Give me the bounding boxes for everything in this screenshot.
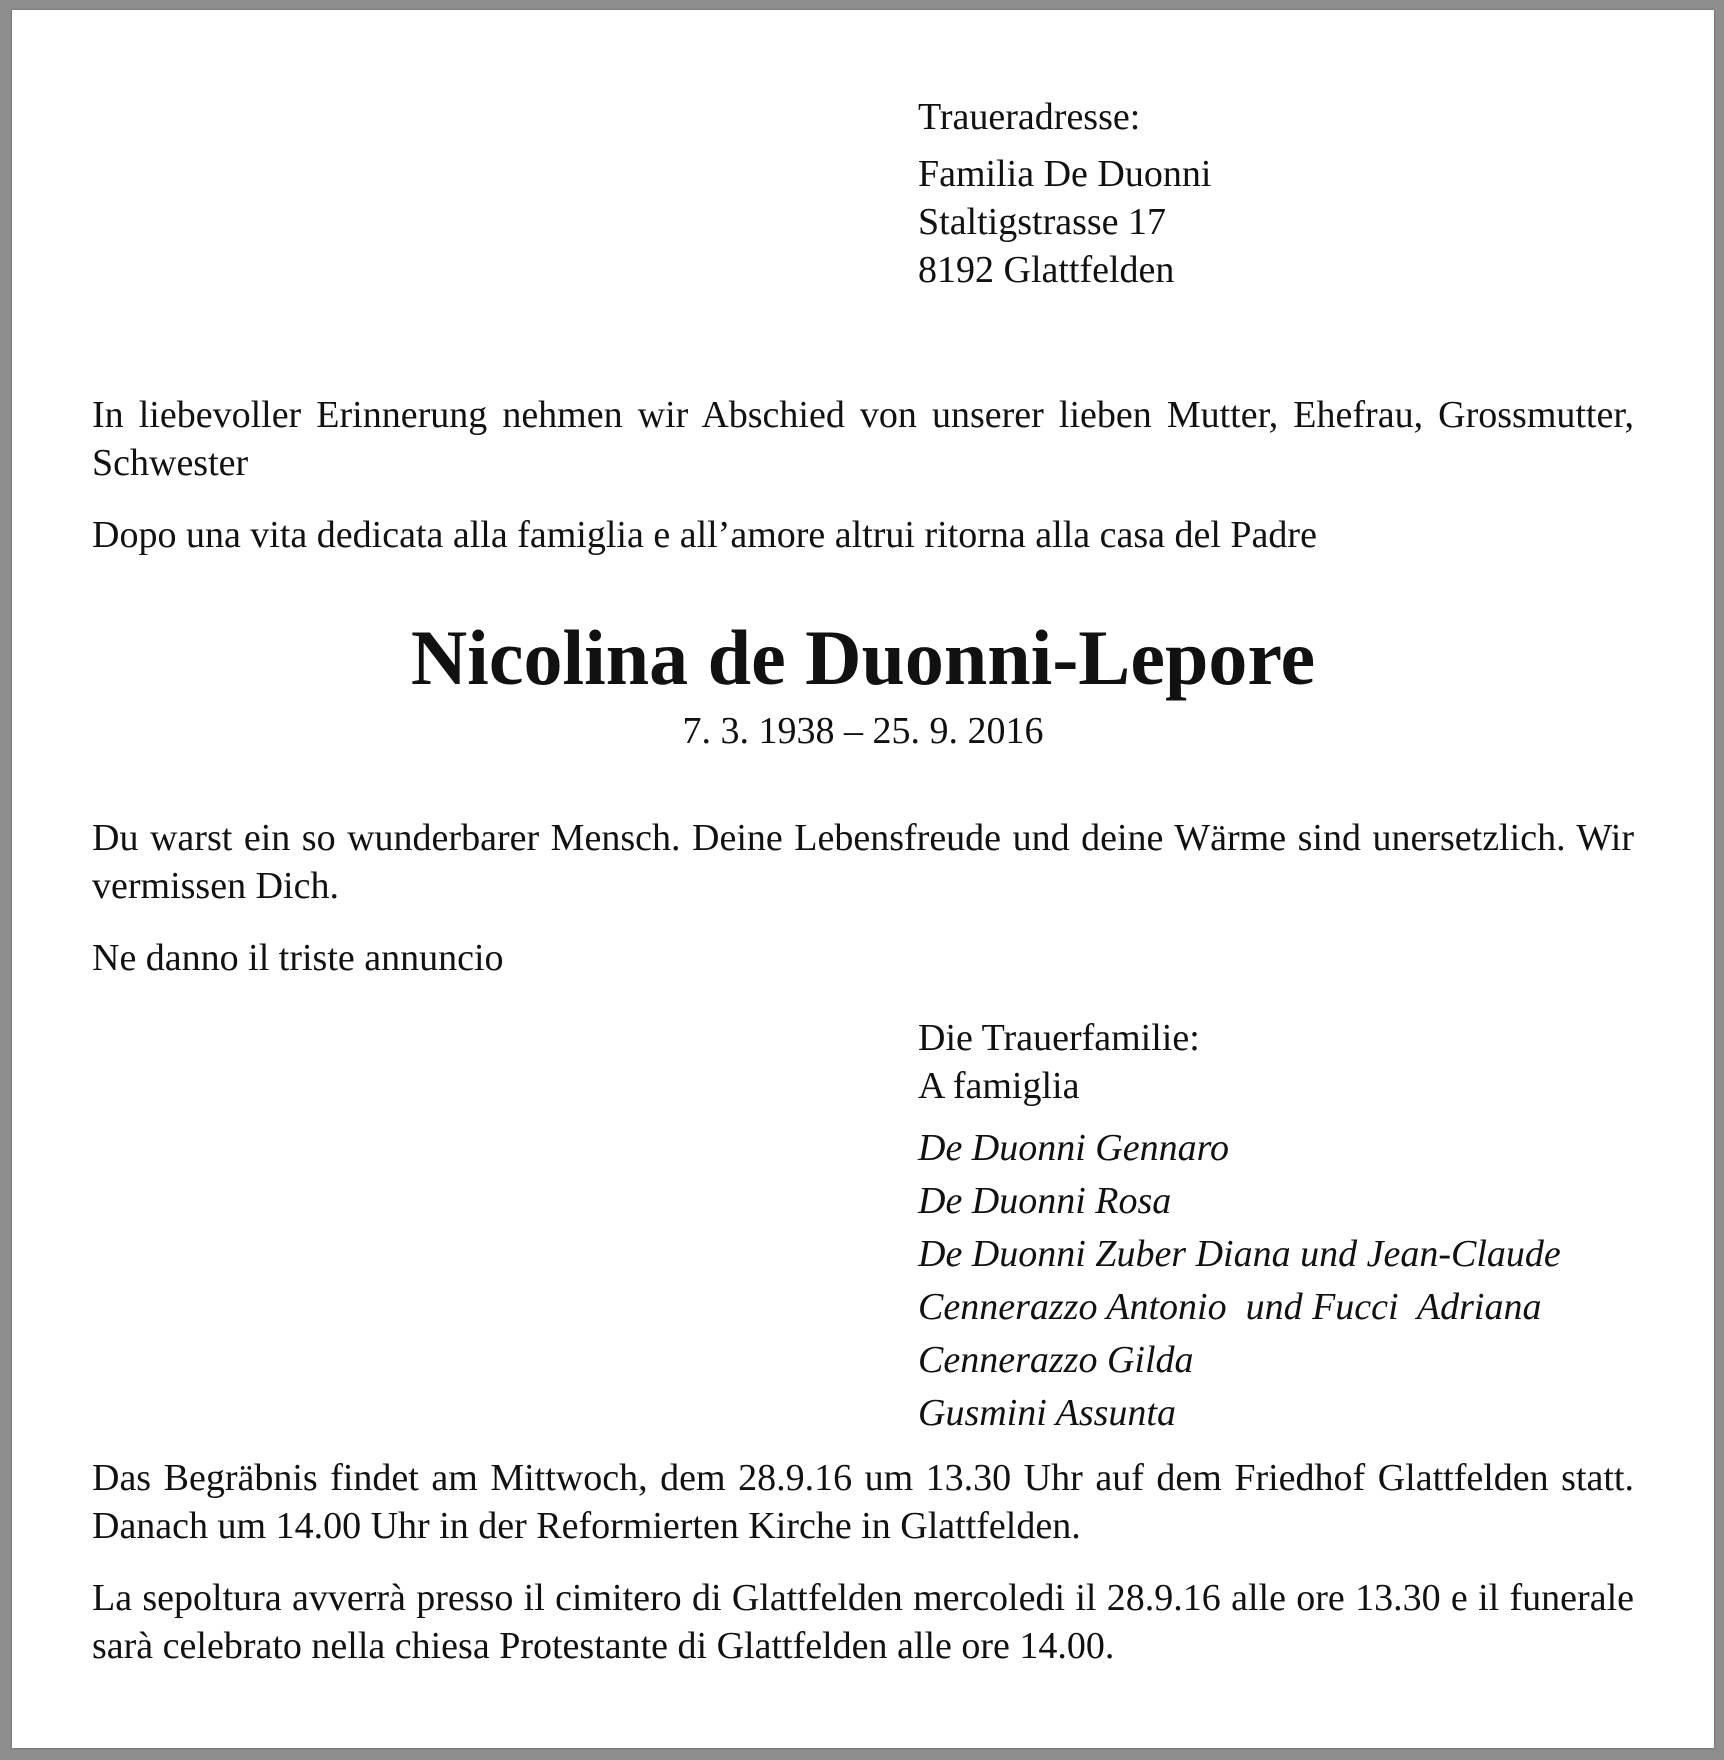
family-label-italian: A famiglia <box>918 1065 1080 1107</box>
address-line: 8192 Glattfelden <box>918 249 1175 291</box>
deceased-name: Nicolina de Duonni-Lepore <box>410 614 1316 701</box>
address-line: Staltigstrasse 17 <box>918 201 1167 243</box>
family-label-block <box>918 1014 1200 1110</box>
family-member: De Duonni Rosa <box>918 1180 1172 1222</box>
family-member: Cennerazzo Antonio und Fucci Adriana <box>918 1286 1542 1328</box>
funeral-german-paragraph: Das Begräbnis findet am Mittwoch, dem 28.9.16 um 13.30 Uhr auf dem Friedhof Glattfelden statt. Danach um 14.00 Uhr in der Reformierten Kirche in Glattfelden. <box>92 1457 1634 1547</box>
intro-italian-paragraph: Dopo una vita dedicata alla famiglia e all’amore altrui ritorna alla casa del Padre <box>92 514 1317 556</box>
family-label-german: Die Trauerfamilie: <box>918 1017 1200 1059</box>
intro-german-paragraph: In liebevoller Erinnerung nehmen wir Abschied von unserer lieben Mutter, Ehefrau, Grossmutter, Schwester <box>92 394 1634 484</box>
address-line: Familia De Duonni <box>918 153 1212 195</box>
family-member: De Duonni Zuber Diana und Jean-Claude <box>918 1233 1561 1275</box>
funeral-italian-paragraph: La sepoltura avverrà presso il cimitero di Glattfelden mercoledi il 28.9.16 alle ore 13.30 e il funerale sarà celebrato nella chiesa Protestante di Glattfelden alle ore 14.00. <box>92 1577 1634 1667</box>
family-member: De Duonni Gennaro <box>918 1127 1229 1169</box>
announcement-paragraph: Ne danno il triste annuncio <box>92 937 504 979</box>
family-members-list <box>918 1122 1561 1440</box>
address-block <box>918 150 1211 294</box>
address-label: Traueradresse: <box>918 96 1141 138</box>
life-dates: 7. 3. 1938 – 25. 9. 2016 <box>682 710 1044 752</box>
family-member: Gusmini Assunta <box>918 1392 1176 1434</box>
tribute-paragraph: Du warst ein so wunderbarer Mensch. Deine Lebensfreude und deine Wärme sind unersetzlich. Wir vermissen Dich. <box>92 817 1634 907</box>
obituary-page <box>12 10 1714 1748</box>
family-member: Cennerazzo Gilda <box>918 1339 1194 1381</box>
